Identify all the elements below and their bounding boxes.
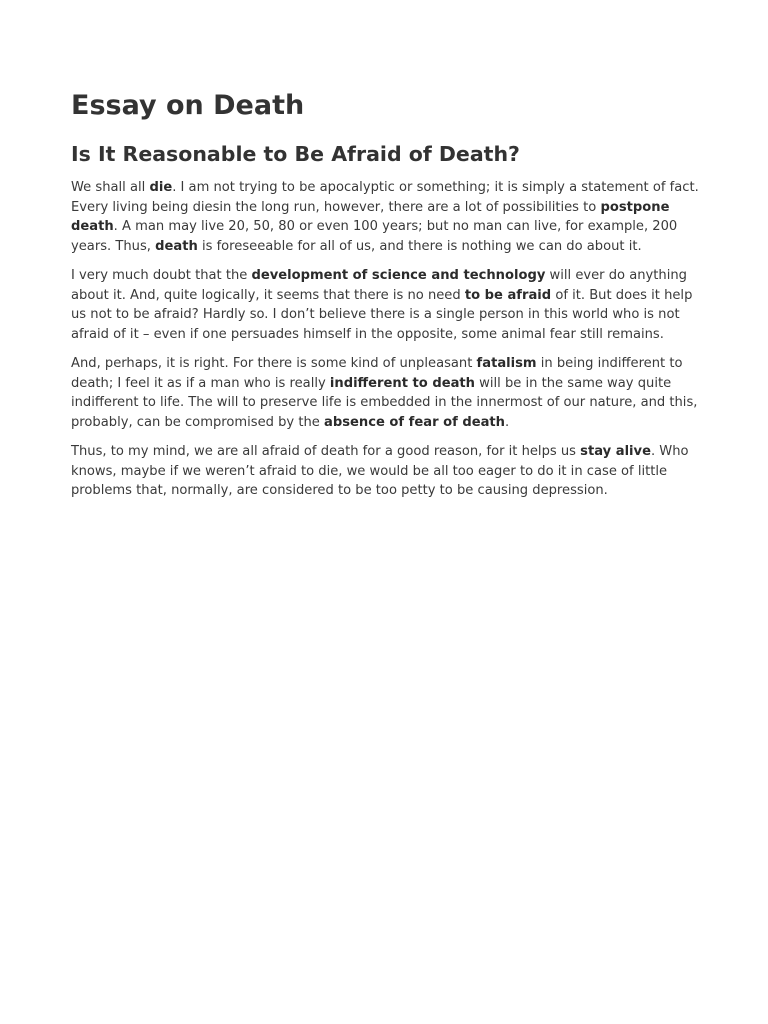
bold-keyword: death [155,238,198,254]
bold-keyword: fatalism [476,356,537,371]
bold-keyword: development of science and technology [251,268,546,283]
bold-keyword: postpone death [71,199,670,234]
paragraph-text: is foreseeable for all of us, and there is nothing we can do about it. [197,238,642,254]
bold-keyword: die [149,180,173,195]
paragraph-text: Thus, to my mind, we are all afraid of death for a good reason, for it helps us [71,444,581,459]
paragraph-text: We shall all [71,180,150,195]
bold-keyword: absence of fear of death [324,414,506,430]
paragraph-text: And, perhaps, it is right. For there is some kind of unpleasant [71,356,477,371]
paragraph-text: . I am not trying to be apocalyptic or something; it is simply a statement of fact. Every living being diesin the long run, however, there are a lot of possibilities to [71,180,699,215]
bold-keyword: stay alive [580,444,651,459]
essay-paragraph [71,178,701,256]
bold-keyword: indifferent to death [329,375,476,391]
essay-paragraph [71,442,701,501]
paragraph-text: I very much doubt that the [71,268,252,283]
paragraph-text: of it. But does it help us not to be afraid? Hardly so. I don’t believe there is a single person in this world who is not afraid of it – even if one persuades himself in the opposite, some animal fear still remains. [71,287,693,342]
essay-paragraph [71,354,701,432]
essay-body [71,178,701,501]
paragraph-text: will ever do anything about it. And, quite logically, it seems that there is no need [71,268,687,303]
section-heading: Is It Reasonable to Be Afraid of Death? [71,142,520,166]
document-page [71,88,701,501]
bold-keyword: to be afraid [464,287,552,303]
paragraph-text: . A man may live 20, 50, 80 or even 100 years; but no man can live, for example, 200 years. Thus, [71,219,678,254]
essay-paragraph [71,266,701,344]
page-title: Essay on Death [71,90,305,121]
paragraph-text: in being indifferent to death; I feel it as if a man who is really [71,356,683,391]
paragraph-text: will be in the same way quite indifferent to life. The will to preserve life is embedded in the innermost of our nature, and this, probably, can be compromised by the [71,375,698,430]
paragraph-text: . Who knows, maybe if we weren’t afraid to die, we would be all too eager to do it in case of little problems that, normally, are considered to be too petty to be causing depression. [71,444,689,498]
paragraph-text: . [505,414,510,430]
